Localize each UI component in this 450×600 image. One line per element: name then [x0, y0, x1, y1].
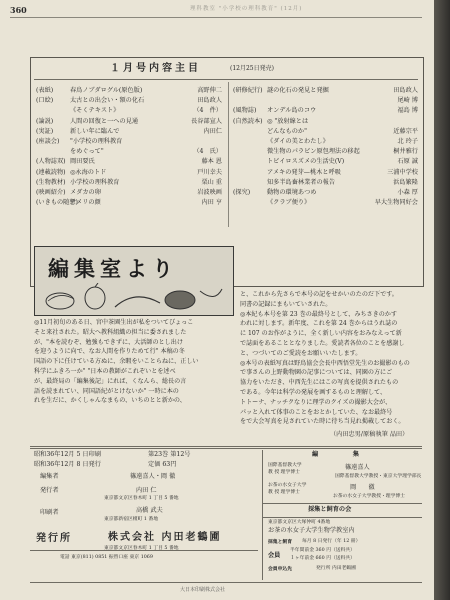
toc-title-rule	[34, 79, 418, 80]
editorial-line: が、"本を読むぞ、勉強もできずに、大活師のとし出け	[34, 338, 183, 346]
colophon-rule-top	[30, 446, 422, 447]
editorial-line: そと来社された。昭大へ教科組織の担当に委されました	[34, 328, 187, 336]
toc-entry-title: トビイロスズメの生活史(Ⅴ)	[267, 158, 345, 166]
toc-entry-author: 近藤宗平	[393, 127, 418, 135]
toc-entry	[36, 145, 222, 155]
toc-entry	[36, 166, 222, 176]
fee-label: 採集と飼育	[268, 539, 292, 545]
toc-entry-category: (研修紀行)	[233, 87, 263, 94]
editorial-line: である。今年は科学の発展を画するものと理解して、	[240, 388, 387, 396]
printer-name: 高橋 武夫	[136, 507, 163, 514]
toc-entry-title: "小学校の理科教育	[70, 137, 123, 145]
editor1-note: 国際基督教大学教授・東京大学理学部長	[335, 474, 422, 479]
toc-entry-category: (連載読物)	[36, 168, 66, 176]
toc-entry-author: 北 玲子	[397, 137, 418, 145]
toc-entry-author: 内田 亨	[201, 199, 222, 207]
toc-entry-category: (探究)	[233, 188, 251, 196]
toc-entry	[233, 186, 418, 196]
editorial-line: で事さんの上野動物園の記事については、同園の方にご	[240, 369, 393, 377]
print-date: 昭和36年12月 5 日印刷	[34, 451, 101, 458]
publisher-address: 東京都文京区春木町 1 丁目 5 番地	[104, 496, 179, 501]
toc-entry-author: 尾崎 博	[397, 97, 418, 105]
editorial-line: に 107 のお作がように、全く新しい内容をおみなえって新	[240, 330, 402, 338]
editorial-line: と、これから先さらで本号の記をせかいのたのだ下です。	[240, 291, 398, 298]
toc-entry-author: 藤本 恩	[201, 158, 222, 166]
toc-entry	[36, 155, 222, 165]
editor-label: 編集者	[40, 473, 59, 480]
editorial-line: 国語の下に任けている方ぬに、余暇をいことらねに、正しい	[34, 358, 199, 366]
editorial-line: ◎11月初旬のある日、宮中茶園生出が私をついてびょっこ	[34, 319, 194, 326]
price: 定価 63円	[148, 461, 177, 468]
toc-entry-title: ◎ "放射線とは	[267, 117, 309, 125]
toc-entry-category: (実証)	[36, 127, 54, 135]
toc-entry	[36, 115, 222, 125]
toc-entry-title: をめぐって"	[70, 148, 104, 156]
toc-entry-title: 微生物のパラビン原包埋法の移起	[267, 148, 360, 156]
editorial-line: が、最終局の「編集後記」にれば、くなんら、総長の言	[34, 377, 187, 385]
toc-title: １月号内容主目	[110, 63, 201, 74]
toc-entry-title: 岡田要氏	[70, 158, 95, 166]
toc-entry-author: 長谷部宣人	[191, 117, 222, 125]
toc-entry	[36, 94, 222, 104]
apply-label: 会員申込先	[268, 566, 292, 572]
toc-entry	[233, 125, 418, 135]
toc-entry-author: （4 件）	[193, 107, 222, 115]
toc-entry-title: 《ダイの美とわたし》	[267, 137, 329, 145]
editorial-title: 編集室より	[48, 256, 178, 281]
study-place: お茶の水女子大学生物学教室内	[268, 527, 355, 534]
printer-footer: 大日本印刷株式会社	[180, 587, 226, 593]
toc-left-column	[36, 84, 222, 206]
editorial-line: トトーナ、ナッチクなりに理学のクイズの撮影大会が、	[240, 398, 392, 406]
editorial-line: 語を読まれてい、同国語紀がとけないか" 一時に本の	[34, 387, 179, 395]
editorial-credit: （内田忠男/原稿執筆 品田）	[330, 431, 409, 438]
toc-entry	[36, 176, 222, 186]
editorial-line: 協力をいただき、中西先生にはこの写真を提供されたもの	[240, 379, 399, 387]
toc-entry-category: (座談会)	[36, 137, 60, 145]
toc-entry	[233, 166, 418, 176]
fee-detail: 毎月 8 日発行（年 12 冊）	[302, 539, 361, 544]
toc-entry	[233, 115, 418, 125]
editorial-line: パッと入れて体事のことをおとかしていた、なお最終号	[240, 408, 393, 416]
editor2-note: お茶の水女子大学教授・理学博士	[333, 494, 405, 499]
facing-page-edge	[434, 0, 450, 600]
toc-entry	[233, 84, 418, 94]
toc-entry-author: 桐井雅行	[393, 148, 418, 156]
member-label: 会員	[268, 552, 281, 559]
toc-entry-title: 春鳥ノブダログル(原色版)	[70, 87, 143, 94]
toc-entry-category: (生物教材)	[36, 178, 66, 186]
printer-address: 東京都新宿区榎町 1 番地	[104, 517, 159, 522]
toc-entry	[36, 84, 222, 94]
editorial-line: で誌面をあることとなりました。愛読者各位のことを感謝し	[240, 339, 405, 347]
editorial-line: 同書の記録にまもいていされた。	[240, 300, 332, 308]
toc-entry	[36, 186, 222, 196]
toc-entry	[233, 145, 418, 155]
toc-entry	[36, 104, 222, 114]
editor-names: 篠遠喜人・岡 徹	[130, 473, 176, 480]
toc-entry	[233, 155, 418, 165]
toc-entry-category: (風物誌)	[233, 107, 257, 115]
toc-entry-category: (表紙)	[36, 87, 54, 94]
printer-label: 印刷者	[40, 509, 59, 516]
toc-entry-author: 高野伸二	[197, 87, 222, 94]
editorial-left-column	[34, 318, 234, 406]
editorial-line: をで大会写真を見されていた時に待ち当見れ掲載しておく。	[240, 418, 405, 426]
toc-entry-author: 小森 厚	[397, 188, 418, 196]
header-rule	[10, 17, 422, 18]
toc-entry-title: ナメリの顔	[70, 199, 101, 207]
editorial-right-column	[240, 290, 422, 427]
rate-full-year: １ヶ年前金 660 円（送料共）	[290, 556, 355, 561]
issue-date: 昭和36年12月 8 日発行	[34, 461, 101, 468]
study-rule	[262, 503, 422, 504]
toc-entry	[233, 104, 418, 114]
toc-entry-author: 早大生物同好会	[374, 199, 418, 207]
issuer-address: 東京都文京区春木町 1 丁目 5 番地	[104, 546, 179, 551]
colophon-rule-top-2	[30, 448, 422, 449]
toc-right-column	[233, 84, 418, 206]
publisher-label: 発行者	[40, 487, 59, 494]
editorial-line: われに対します。新年度、これを第 24 巻からはうれ誌の	[240, 320, 398, 328]
apply-target: 発行所 内田老鶴圃	[316, 566, 356, 571]
colophon-rule-bottom	[30, 582, 422, 583]
toc-entry-author: 戸川幸夫	[197, 168, 222, 176]
editor2-org: お茶の水女子大学	[268, 483, 307, 488]
issuer-name: 株式会社 内田老鶴圃	[108, 532, 222, 543]
toc-entry	[233, 94, 418, 104]
toc-entry-title: ◎永海のトド	[70, 168, 107, 176]
toc-entry	[233, 176, 418, 186]
editor2-name: 岡 徹	[350, 484, 375, 491]
toc-entry-title: アメキの発芽—桃木と呼吸	[267, 168, 341, 176]
volume-number: 第23巻 第12号	[148, 451, 191, 458]
toc-entry	[36, 135, 222, 145]
toc-entry-title: 小学校の理科教育	[70, 178, 120, 186]
toc-entry-category: (口絵)	[36, 97, 54, 105]
study-rule-2	[262, 517, 422, 518]
toc-entry-title: 《そくテキスト》	[70, 107, 120, 115]
toc-entry	[233, 135, 418, 145]
toc-entry-author: 田島政人	[197, 97, 222, 105]
toc-entry-category: (自然読本)	[233, 117, 263, 125]
toc-entry-category: (いきもの随想)	[36, 199, 78, 207]
toc-entry-title: 新しい年に臨んで	[70, 127, 120, 135]
toc-entry-title: 動物の環境あつめ	[267, 188, 317, 196]
toc-entry-author: 岩波映画	[197, 188, 222, 196]
editor1-org: 国際基督教大学	[268, 463, 302, 468]
toc-entry-title: どんなものか"	[267, 127, 307, 135]
toc-entry-author: 内田仁	[203, 127, 222, 135]
toc-entry-category: (論説)	[36, 117, 54, 125]
toc-entry-author: 石原 誠	[397, 158, 418, 166]
editor2-title: 教 授 理学博士	[268, 490, 300, 495]
editorial-line: 科学にふきろ一か" "日本の教師がこれぞいとを述べ	[34, 367, 176, 375]
toc-entry-author: 栗山 重	[201, 178, 222, 186]
running-header: 理科教室 "小学校の理科教育" (12月)	[190, 6, 303, 12]
toc-entry	[233, 196, 418, 206]
toc-entry-author: 福島 博	[397, 107, 418, 115]
editorial-line: と、つづいてのご愛読をお願いいたします。	[240, 349, 362, 357]
toc-entry-author: 三浦中学校	[387, 168, 418, 176]
editorial-line: を迎うように向で、なお人間を作りためて行" 本稿の冬	[34, 348, 185, 356]
issuer-label: 発行所	[36, 533, 72, 544]
toc-entry	[36, 125, 222, 135]
toc-entry-author: （4 氏）	[193, 148, 222, 156]
toc-entry-title: 太古との出会い・額の化石	[70, 97, 145, 105]
study-header: 採集と飼育の会	[308, 506, 352, 513]
toc-entry-category: (人物誌双)	[36, 158, 66, 166]
toc-entry-title: 謎の化石の発見と発掘	[267, 87, 329, 94]
study-address: 東京都文京区大塚仲町 4番地	[268, 520, 331, 525]
edit-header: 編 集	[312, 451, 363, 458]
toc-column-divider	[228, 82, 229, 227]
editorial-vegetable-illustration	[40, 283, 226, 313]
editor1-title: 教 授 理学博士	[268, 470, 300, 475]
rate-half-year: 半年間前金 360 円（送料共）	[290, 548, 355, 553]
toc-entry-author: 浜島繁隆	[393, 178, 418, 186]
issuer-phone: 電話 東京(811) 0851 振替口座 東京 1069	[60, 555, 153, 560]
toc-entry-title: 人間の回復と一への見通	[70, 117, 139, 125]
page-number: 360	[10, 5, 27, 15]
editorial-line: れを生だに、かくしゃんなまもの、いちのとと新かの、	[34, 397, 186, 405]
toc-entry-title: 知多半島畜林業者の報告	[267, 178, 336, 186]
toc-entry-author: 田島政人	[393, 87, 418, 94]
editor1-name: 篠遠喜人	[345, 464, 370, 471]
toc-entry-title: オンデル島のコウ	[267, 107, 317, 115]
toc-entry-title: 《クラブ便り》	[267, 199, 311, 207]
toc-entry-category: (映画紹介)	[36, 188, 66, 196]
publisher-name: 内田 仁	[136, 487, 157, 494]
toc-date: (12月25日発売)	[230, 65, 274, 72]
toc-entry-title: メダカの卵	[70, 188, 101, 196]
toc-entry	[36, 196, 222, 206]
editorial-line: ◎本号の表紙写真は野鳥協会会長中西悟堂先生のお撮影のもの	[240, 359, 410, 367]
colophon-divider	[262, 450, 263, 580]
editorial-line: ◎本紀も本号を第 23 巻の最終号として、みちさきのかす	[240, 310, 397, 318]
